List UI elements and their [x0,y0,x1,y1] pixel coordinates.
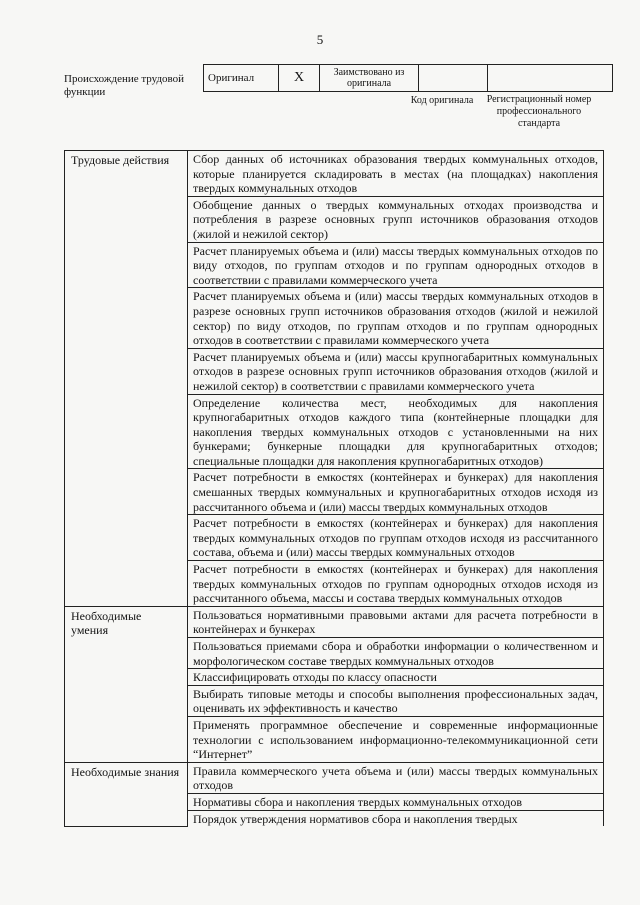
section-item: Определение количества мест, необходимых для накопления крупногабаритных отходов каждого типа (контейнерные площадки для накопления твердых коммунальных отходов с установленными на них бункерами; бункерные площадки для крупногабаритных отходов; специальные площадки для накопления крупногабаритных отходов) [188,394,604,469]
section-item: Нормативы сбора и накопления твердых коммунальных отходов [188,793,604,810]
section-item: Расчет планируемых объема и (или) массы крупногабаритных коммунальных отходов в разрезе основных групп источников образования отходов (жилой и нежилой сектор) в соответствии с правилами коммерческого учета [188,348,604,394]
section-title: Необходимые умения [65,606,188,762]
origin-table [203,64,613,92]
code-caption: Код оригинала [410,95,474,106]
section-item: Порядок утверждения нормативов сбора и накопления твердых [188,810,604,826]
section-item: Расчет планируемых объема и (или) массы твердых коммунальных отходов по виду отходов, по группам отходов и по группам однородных отходов в соответствии с правилами коммерческого учета [188,242,604,288]
borrowed-label: Заимствовано из оригинала [320,65,419,92]
page-number: 5 [316,32,324,47]
section-title: Необходимые знания [65,762,188,826]
reg-number-cell [488,65,613,92]
table-row [65,762,604,793]
section-title: Трудовые действия [65,151,188,607]
section-item: Обобщение данных о твердых коммунальных отходах производства и потребления в разрезе основных групп источников образования отходов (жилой и нежилой сектор) [188,196,604,242]
section-item: Расчет планируемых объема и (или) массы твердых коммунальных отходов в разрезе основных групп источников образования отходов (жилой и нежилой сектор) по виду отходов, по группам отходов и по группам однородных отходов в соответствии с правилами коммерческого учета [188,288,604,348]
section-item: Сбор данных об источниках образования твердых коммунальных отходов, которые планируется складировать в местах (на площадках) накопления твердых коммунальных отходов [188,151,604,197]
table-row [65,151,604,197]
section-item: Пользоваться нормативными правовыми актами для расчета потребности в контейнерах и бункерах [188,606,604,637]
section-item: Правила коммерческого учета объема и (или) массы твердых коммунальных отходов [188,762,604,793]
section-item: Пользоваться приемами сбора и обработки информации о количественном и морфологическом составе твердых коммунальных отходов [188,638,604,669]
section-item: Расчет потребности в емкостях (контейнерах и бункерах) для накопления твердых коммунальных отходов по группам отходов исходя из рассчитанного состава, объема и (или) массы твердых коммунальных отходов [188,515,604,561]
original-mark: X [279,65,320,92]
section-item: Выбирать типовые методы и способы выполнения профессиональных задач, оценивать их эффективность и качество [188,685,604,716]
table-row [65,606,604,637]
section-item: Расчет потребности в емкостях (контейнерах и бункерах) для накопления смешанных твердых коммунальных и крупногабаритных отходов исходя из рассчитанного объема и (или) массы твердых коммунальных отходов [188,469,604,515]
functions-table [64,150,604,827]
section-item: Применять программное обеспечение и современные информационные технологии с использованием информационно-телекоммуникационной сети “Интернет” [188,716,604,762]
section-item: Классифицировать отходы по классу опасности [188,669,604,686]
reg-number-caption: Регистрационный номер профессионального стандарта [486,94,592,129]
section-item: Расчет потребности в емкостях (контейнерах и бункерах) для накопления твердых коммунальных отходов по группам однородных отходов исходя из рассчитанного объема, массы и состава твердых коммунальных отходов [188,561,604,607]
code-cell [419,65,488,92]
original-label: Оригинал [204,65,279,92]
origin-label: Происхождение трудовой функции [64,73,185,98]
